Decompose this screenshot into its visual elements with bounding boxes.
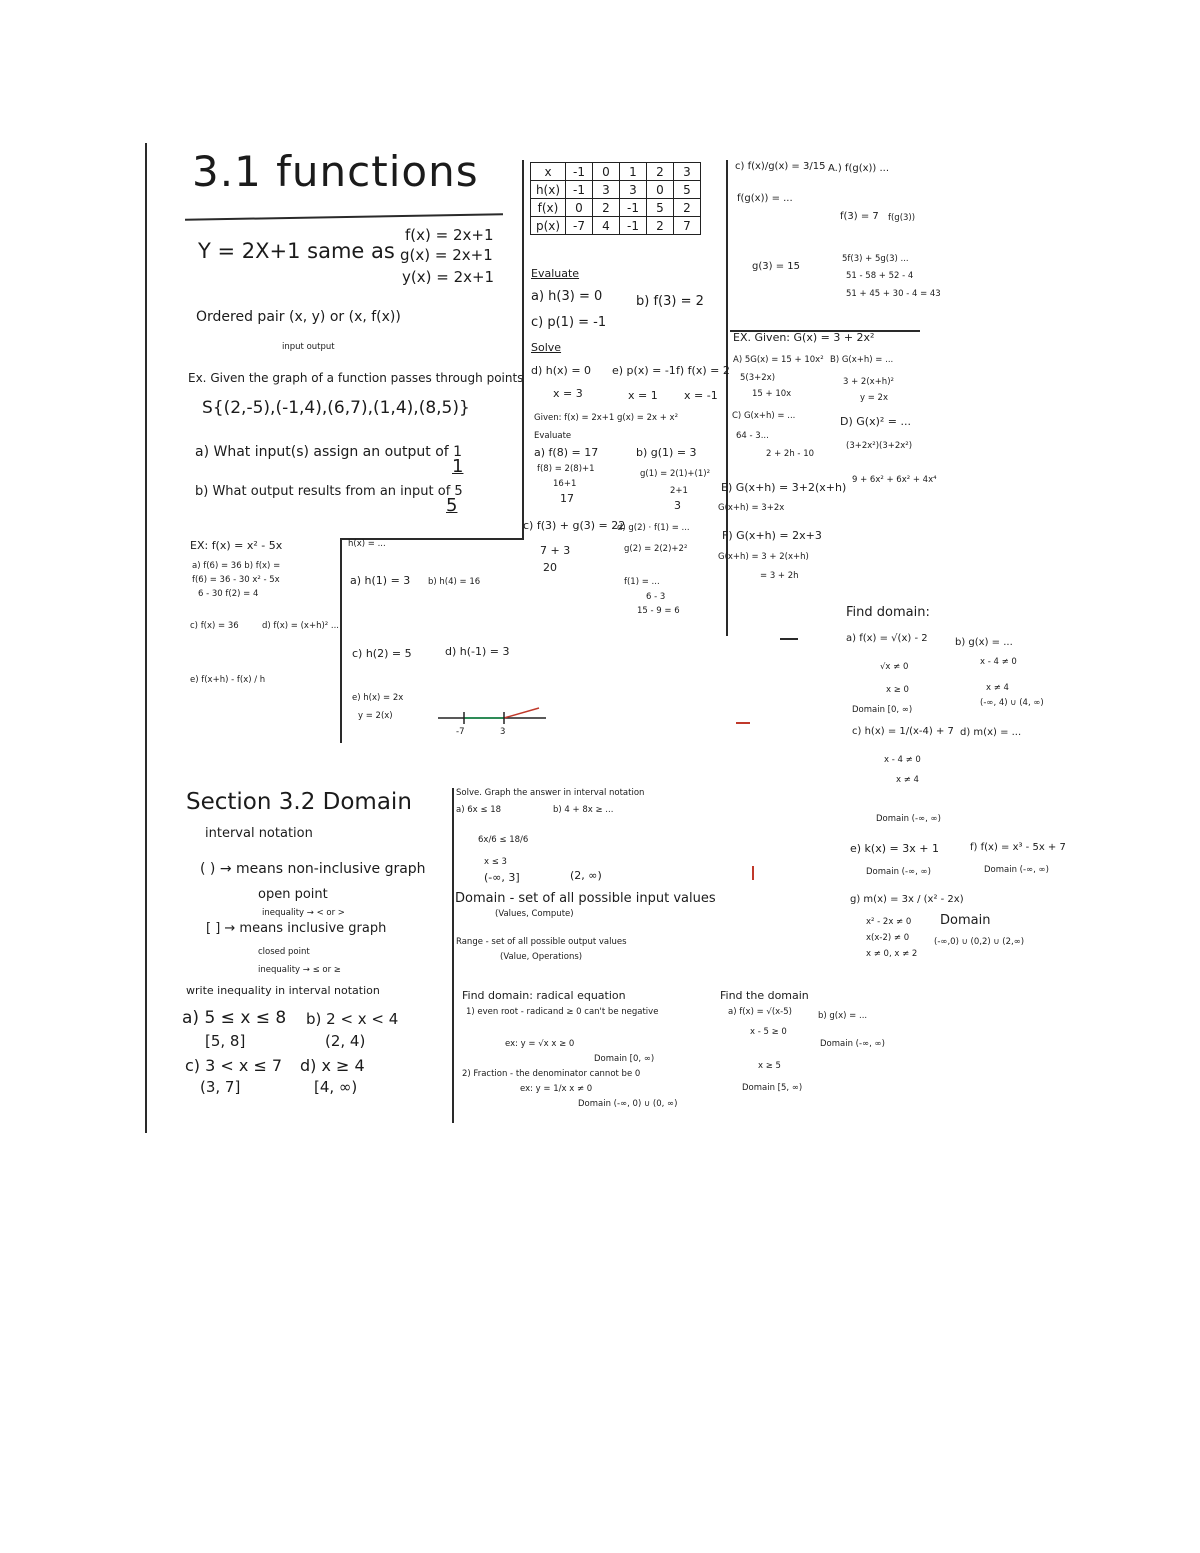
- table-cell: 5: [647, 199, 674, 217]
- ex-given-item-10: (3+2x²)(3+2x²): [846, 441, 913, 451]
- solve-row-a-answer: (-∞, 3]: [484, 871, 520, 884]
- given-item-b-result: 3: [674, 499, 681, 512]
- ex-fx-note-3: 6 - 30 f(2) = 4: [198, 589, 259, 599]
- solve-row-b: b) 4 + 8x ≥ ...: [553, 805, 614, 815]
- ex-fx-header: EX: f(x) = x² - 5x: [190, 539, 283, 552]
- table-row: [531, 199, 701, 217]
- solve-interval-header: Solve. Graph the answer in interval notation: [456, 788, 645, 798]
- ex-given-item-12: 9 + 6x² + 6x² + 4x⁴: [852, 475, 937, 485]
- fd-item-c-work: x - 4 ≠ 0: [884, 755, 921, 765]
- ex-fx-note-6: e) f(x+h) - f(x) / h: [190, 675, 266, 685]
- solve-row-a: a) 6x ≤ 18: [456, 805, 502, 815]
- table-cell: 7: [674, 217, 701, 235]
- ex-given-item-16: G(x+h) = 3 + 2(x+h): [718, 552, 809, 562]
- solve-item-d: d) h(x) = 0: [531, 364, 592, 377]
- fd-item-c-domain: Domain (-∞, ∞): [876, 814, 941, 824]
- question-a-answer: 1: [452, 456, 464, 477]
- find-the-domain-header: Find the domain: [720, 989, 809, 1002]
- ineq-item-a-answer: [5, 8]: [205, 1032, 246, 1050]
- section-divider-lower: [452, 788, 454, 1123]
- ex-given-item-2: B) G(x+h) = ...: [830, 355, 894, 365]
- ineq-item-b: b) 2 < x < 4: [306, 1010, 399, 1028]
- column-divider-mid: [522, 160, 524, 538]
- combo-work-5: 6 - 3: [646, 592, 666, 602]
- fd-item-b-domain: (-∞, 4) ∪ (4, ∞): [980, 698, 1044, 708]
- ftd-item-b-domain: Domain (-∞, ∞): [820, 1039, 885, 1049]
- f-item: f) f(x) = x³ - 5x + 7: [970, 842, 1066, 853]
- ineq-item-d: d) x ≥ 4: [300, 1056, 365, 1075]
- combo-work-2: g(2) = 2(2)+2²: [624, 544, 688, 554]
- ex-given-item-3: 5(3+2x): [740, 373, 776, 383]
- range-definition: Range - set of all possible output values: [456, 937, 627, 947]
- table-cell: 0: [647, 181, 674, 199]
- right-top-item-3: f(g(x)) = ...: [737, 193, 793, 204]
- func-form-2: g(x) = 2x+1: [400, 246, 493, 264]
- ex-given-item-9: 64 - 3...: [736, 431, 769, 441]
- table-header-cell: 3: [674, 163, 701, 181]
- function-table: [530, 162, 701, 235]
- table-header-cell: 1: [620, 163, 647, 181]
- question-a: a) What input(s) assign an output of 1: [195, 444, 463, 460]
- column-divider-right: [726, 160, 728, 636]
- ex-given-item-8: D) G(x)² = ...: [840, 415, 911, 428]
- ineq-item-d-answer: [4, ∞): [314, 1078, 358, 1096]
- fd-item-b-work: x - 4 ≠ 0: [980, 657, 1017, 667]
- f-domain: Domain (-∞, ∞): [984, 865, 1049, 875]
- ftd-item-b: b) g(x) = ...: [818, 1011, 868, 1021]
- table-cell: -1: [620, 199, 647, 217]
- right-top-item-9: 51 + 45 + 30 - 4 = 43: [846, 289, 941, 299]
- combo-work-1: 7 + 3: [540, 544, 571, 557]
- title-underline: [185, 213, 503, 221]
- stray-dash: [780, 638, 798, 640]
- fd-item-b: b) g(x) = ...: [955, 637, 1013, 648]
- fd-item-b-work-2: x ≠ 4: [986, 683, 1009, 693]
- solve-answer-f: x = -1: [684, 389, 718, 402]
- ftd-item-a: a) f(x) = √(x-5): [728, 1007, 792, 1017]
- bracket-inequality: inequality → ≤ or ≥: [258, 965, 341, 975]
- interval-notation-label: interval notation: [205, 826, 313, 841]
- solve-item-e: e) p(x) = -1: [612, 364, 676, 377]
- fd-item-c-work-2: x ≠ 4: [896, 775, 919, 785]
- combo-item-d: d) g(2) · f(1) = ...: [617, 523, 690, 533]
- table-header-cell: 0: [593, 163, 620, 181]
- column-divider-mid-lower: [340, 538, 342, 743]
- right-top-item-8: 51 - 58 + 52 - 4: [846, 271, 914, 281]
- e-item: e) k(x) = 3x + 1: [850, 842, 939, 855]
- given-item-a: a) f(8) = 17: [534, 446, 599, 459]
- ex-hx-note-3: c) h(2) = 5: [352, 647, 412, 660]
- ineq-item-c-answer: (3, 7]: [200, 1078, 241, 1096]
- ex-hx-note-5: e) h(x) = 2x: [352, 693, 404, 703]
- eval-a: a) h(3) = 0: [531, 289, 603, 304]
- range-definition-note: (Value, Operations): [500, 952, 583, 962]
- find-domain-answer-2: Domain (-∞, 0) ∪ (0, ∞): [578, 1099, 678, 1109]
- table-header-cell: 2: [647, 163, 674, 181]
- number-line-label-1: -7: [456, 727, 465, 737]
- g-domain-word: Domain: [940, 913, 991, 928]
- find-domain-example-1: ex: y = √x x ≥ 0: [505, 1039, 575, 1049]
- ordered-pair-text: Ordered pair (x, y) or (x, f(x)): [196, 309, 401, 325]
- table-cell: 4: [593, 217, 620, 235]
- func-form-3: y(x) = 2x+1: [402, 268, 495, 286]
- domain-definition: Domain - set of all possible input values: [455, 891, 716, 906]
- question-b-answer: 5: [446, 495, 458, 516]
- table-header-row: [531, 163, 701, 181]
- right-top-item-4: f(3) = 7: [840, 211, 879, 222]
- ex-hx-note-4: d) h(-1) = 3: [445, 645, 510, 658]
- table-header-cell: x: [531, 163, 566, 181]
- ex-fx-note-4: c) f(x) = 36: [190, 621, 239, 631]
- example-given-text: Ex. Given the graph of a function passes through points: [188, 371, 524, 385]
- table-cell: -7: [566, 217, 593, 235]
- eval-c: c) p(1) = -1: [531, 315, 607, 330]
- ex-given-item-1: A) 5G(x) = 15 + 10x²: [733, 355, 824, 365]
- table-row-label: f(x): [531, 199, 566, 217]
- combo-work-6: 15 - 9 = 6: [637, 606, 680, 616]
- ftd-work-3: Domain [5, ∞): [742, 1083, 803, 1093]
- ex-given-item-7: C) G(x+h) = ...: [732, 411, 796, 421]
- solve-row-b-answer: (2, ∞): [570, 869, 602, 882]
- ex-hx-note-1: a) h(1) = 3: [350, 574, 411, 587]
- ex-fx-note-1: a) f(6) = 36 b) f(x) =: [192, 561, 281, 571]
- given-item-b: b) g(1) = 3: [636, 446, 697, 459]
- number-line: [434, 700, 554, 740]
- right-top-item-5: g(3) = 15: [752, 261, 800, 272]
- ineq-item-b-answer: (2, 4): [325, 1032, 366, 1050]
- given-item-a-work: f(8) = 2(8)+1: [537, 464, 595, 474]
- fd-item-a-domain: Domain [0, ∞): [852, 705, 913, 715]
- number-line-label-2: 3: [500, 727, 506, 737]
- ex-given-item-14: G(x+h) = 3+2x: [718, 503, 785, 513]
- solve-label: Solve: [531, 341, 562, 354]
- paren-rule: ( ) → means non-inclusive graph: [200, 861, 426, 877]
- paren-inequality: inequality → < or >: [262, 908, 345, 918]
- ex-fx-note-5: d) f(x) = (x+h)² ...: [262, 621, 339, 631]
- evaluate-label-2: Evaluate: [534, 431, 572, 441]
- fd-item-d: d) m(x) = ...: [960, 727, 1022, 738]
- given-item-a-step: 16+1: [553, 479, 577, 489]
- find-domain-example-2: ex: y = 1/x x ≠ 0: [520, 1084, 593, 1094]
- solve-row-a-step-2: x ≤ 3: [484, 857, 507, 867]
- stray-red-mark: [752, 866, 754, 880]
- closed-point-label: closed point: [258, 947, 310, 957]
- given-item-b-step: 2+1: [670, 486, 688, 496]
- io-note: input output: [282, 342, 335, 352]
- ex-given-item-13: E) G(x+h) = 3+2(x+h): [721, 481, 847, 494]
- question-b: b) What output results from an input of 5: [195, 484, 463, 499]
- solve-answer-d: x = 3: [553, 387, 583, 400]
- ineq-item-a: a) 5 ≤ x ≤ 8: [182, 1008, 287, 1028]
- table-row-label: p(x): [531, 217, 566, 235]
- combo-work-4: f(1) = ...: [624, 577, 660, 587]
- ftd-work-2: x ≥ 5: [758, 1061, 781, 1071]
- bracket-rule: [ ] → means inclusive graph: [206, 921, 387, 936]
- domain-definition-note: (Values, Compute): [495, 909, 574, 919]
- table-cell: 3: [593, 181, 620, 199]
- ex-given-item-17: = 3 + 2h: [760, 571, 799, 581]
- ex-given-item-4: 3 + 2(x+h)²: [843, 377, 894, 387]
- g-work-1: x² - 2x ≠ 0: [866, 917, 912, 927]
- table-cell: 5: [674, 181, 701, 199]
- e-domain: Domain (-∞, ∞): [866, 867, 931, 877]
- solve-row-a-step: 6x/6 ≤ 18/6: [478, 835, 529, 845]
- table-row-label: h(x): [531, 181, 566, 199]
- eval-b: b) f(3) = 2: [636, 294, 704, 309]
- right-top-item-2: A.) f(g(x)) ...: [828, 163, 890, 174]
- g-work-2: x(x-2) ≠ 0: [866, 933, 910, 943]
- table-cell: -1: [566, 181, 593, 199]
- stray-red-dash: [736, 722, 750, 724]
- table-row: [531, 181, 701, 199]
- table-cell: 2: [674, 199, 701, 217]
- evaluate-label: Evaluate: [531, 267, 580, 280]
- ex-given-item-5: 15 + 10x: [752, 389, 792, 399]
- combo-item-c: c) f(3) + g(3) = 22: [523, 519, 626, 532]
- fd-item-c: c) h(x) = 1/(x-4) + 7: [852, 726, 954, 737]
- given-item-b-work: g(1) = 2(1)+(1)²: [640, 469, 710, 479]
- table-cell: -1: [620, 217, 647, 235]
- solve-answer-e: x = 1: [628, 389, 658, 402]
- ex-given-item-15: F) G(x+h) = 2x+3: [722, 529, 822, 542]
- open-point-label: open point: [258, 887, 328, 902]
- ex-hx-header: h(x) = ...: [348, 539, 386, 549]
- page-title: 3.1 functions: [192, 147, 479, 196]
- table-cell: 2: [647, 217, 674, 235]
- right-top-item-1: c) f(x)/g(x) = 3/15: [735, 161, 826, 172]
- g-item: g) m(x) = 3x / (x² - 2x): [850, 894, 964, 905]
- table-cell: 3: [620, 181, 647, 199]
- write-inequality-label: write inequality in interval notation: [186, 984, 380, 997]
- find-domain-rule-1: 1) even root - radicand ≥ 0 can't be negative: [466, 1007, 659, 1017]
- given-functions: Given: f(x) = 2x+1 g(x) = 2x + x²: [534, 413, 678, 423]
- table-row: [531, 217, 701, 235]
- right-top-item-6: f(g(3)): [888, 213, 916, 223]
- find-domain-answer-1: Domain [0, ∞): [594, 1054, 655, 1064]
- ex-hx-note-6: y = 2(x): [358, 711, 393, 721]
- g-domain: (-∞,0) ∪ (0,2) ∪ (2,∞): [934, 937, 1025, 947]
- ex-given-item-11: 2 + 2h - 10: [766, 449, 815, 459]
- combo-work-3: 20: [543, 561, 557, 574]
- ineq-item-c: c) 3 < x ≤ 7: [185, 1056, 283, 1075]
- find-domain-radical-title: Find domain: radical equation: [462, 989, 626, 1002]
- ex-fx-note-2: f(6) = 36 - 30 x² - 5x: [192, 575, 280, 585]
- same-as-text: Y = 2X+1 same as: [198, 239, 395, 263]
- ex-hx-note-2: b) h(4) = 16: [428, 577, 481, 587]
- table-cell: 2: [593, 199, 620, 217]
- table-cell: 0: [566, 199, 593, 217]
- ex-given-header: EX. Given: G(x) = 3 + 2x²: [733, 331, 875, 344]
- left-margin-line: [145, 143, 147, 1133]
- find-domain-rule-2: 2) Fraction - the denominator cannot be 0: [462, 1069, 641, 1079]
- table-header-cell: -1: [566, 163, 593, 181]
- right-top-item-7: 5f(3) + 5g(3) ...: [842, 254, 909, 264]
- g-work-3: x ≠ 0, x ≠ 2: [866, 949, 918, 959]
- fd-item-a-work-2: x ≥ 0: [886, 685, 909, 695]
- fd-item-a-work: √x ≠ 0: [880, 662, 909, 672]
- ex-given-item-6: y = 2x: [860, 393, 888, 403]
- fd-item-a: a) f(x) = √(x) - 2: [846, 633, 928, 644]
- points-set: S{(2,-5),(-1,4),(6,7),(1,4),(8,5)}: [202, 398, 470, 418]
- find-domain-header: Find domain:: [846, 605, 930, 620]
- section-title: Section 3.2 Domain: [186, 789, 412, 815]
- given-item-a-result: 17: [560, 492, 574, 505]
- ftd-work-1: x - 5 ≥ 0: [750, 1027, 787, 1037]
- solve-item-f: f) f(x) = 2: [676, 364, 730, 377]
- func-form-1: f(x) = 2x+1: [405, 226, 494, 244]
